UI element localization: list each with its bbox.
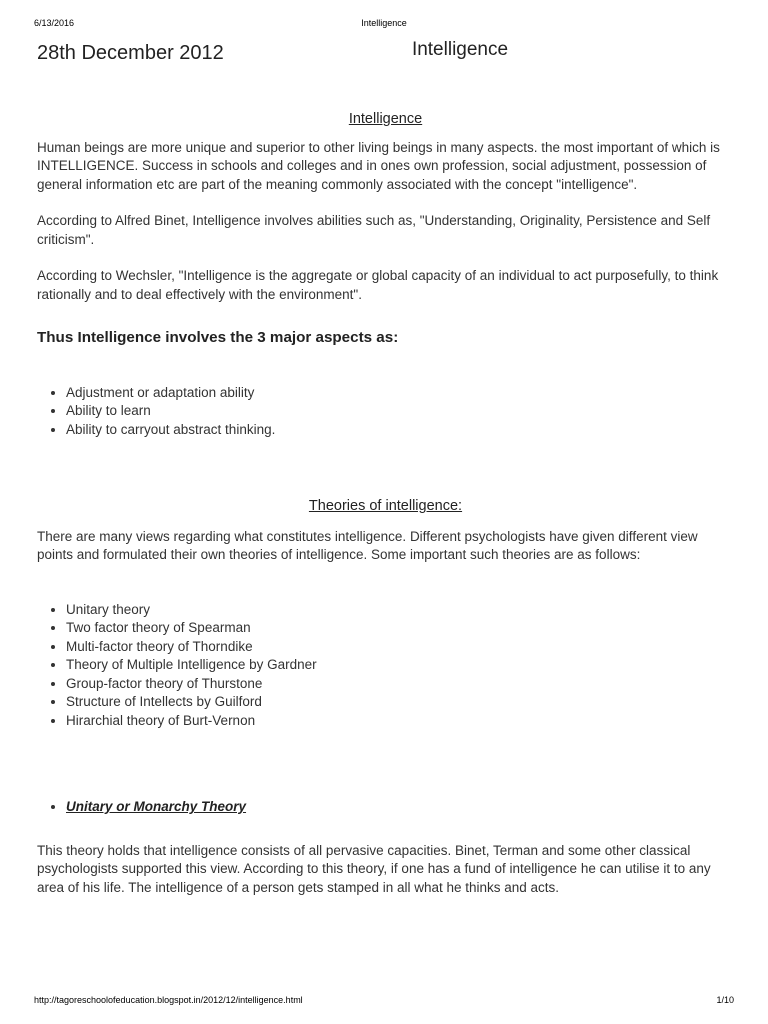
- section-heading-intelligence: Intelligence: [348, 111, 423, 127]
- list-item: • Structure of Intellects by Guilford: [66, 693, 734, 712]
- unitary-theory-heading: Unitary or Monarchy Theory: [66, 799, 247, 814]
- list-item: • Adjustment or adaptation ability: [66, 384, 734, 403]
- list-item: • Multi-factor theory of Thorndike: [66, 638, 734, 657]
- post-body: [37, 110, 734, 897]
- print-date: 6/13/2016: [34, 18, 75, 28]
- theories-list: [37, 601, 734, 731]
- unitary-heading-list: [37, 798, 734, 817]
- list-item: • Ability to carryout abstract thinking.: [66, 421, 734, 440]
- print-header: [0, 18, 768, 30]
- paragraph-wechsler: According to Wechsler, "Intelligence is the aggregate or global capacity of an individual to act purposefully, to think rationally and to deal effectively with the environment".: [37, 268, 719, 302]
- paragraph-intro: Human beings are more unique and superior to other living beings in many aspects. the most important of which is INTELLIGENCE. Success in schools and colleges and in ones own profession, social adjustment, possession of general information etc are part of the meaning commonly associated with the concept "intelligence".: [37, 139, 720, 192]
- post-date: 28th December 2012: [37, 42, 224, 64]
- list-item: • Hirarchial theory of Burt-Vernon: [66, 712, 734, 731]
- aspects-heading: Thus Intelligence involves the 3 major aspects as:: [37, 329, 399, 346]
- post-title: [0, 39, 768, 61]
- print-title: Intelligence: [361, 18, 407, 28]
- page-number: 1/10: [716, 995, 734, 1005]
- list-item: • Ability to learn: [66, 402, 734, 421]
- list-item: • Unitary theory: [66, 601, 734, 620]
- print-footer: [0, 995, 768, 1007]
- paragraph-unitary: This theory holds that intelligence consists of all pervasive capacities. Binet, Terman and some other classical psychologists supported this view. According to this theory, if one has a fund of intelligence he can utilise it to any area of his life. The intelligence of a person gets stamped in all what he thinks and acts.: [37, 842, 711, 895]
- post-title-text: Intelligence: [411, 39, 509, 60]
- paragraph-binet: According to Alfred Binet, Intelligence involves abilities such as, "Understanding, Originality, Persistence and Self criticism".: [37, 213, 711, 247]
- list-item: • Theory of Multiple Intelligence by Gardner: [66, 656, 734, 675]
- list-item: • Group-factor theory of Thurstone: [66, 675, 734, 694]
- list-item: • Two factor theory of Spearman: [66, 619, 734, 638]
- paragraph-theories-intro: There are many views regarding what constitutes intelligence. Different psychologists have given different view points and formulated their own theories of intelligence. Some important such theories are as follows:: [37, 528, 698, 562]
- list-item: [66, 798, 734, 817]
- section-heading-theories: Theories of intelligence:: [308, 498, 463, 514]
- page-url: http://tagoreschoolofeducation.blogspot.in/2012/12/intelligence.html: [34, 995, 303, 1005]
- aspects-list: [37, 384, 734, 440]
